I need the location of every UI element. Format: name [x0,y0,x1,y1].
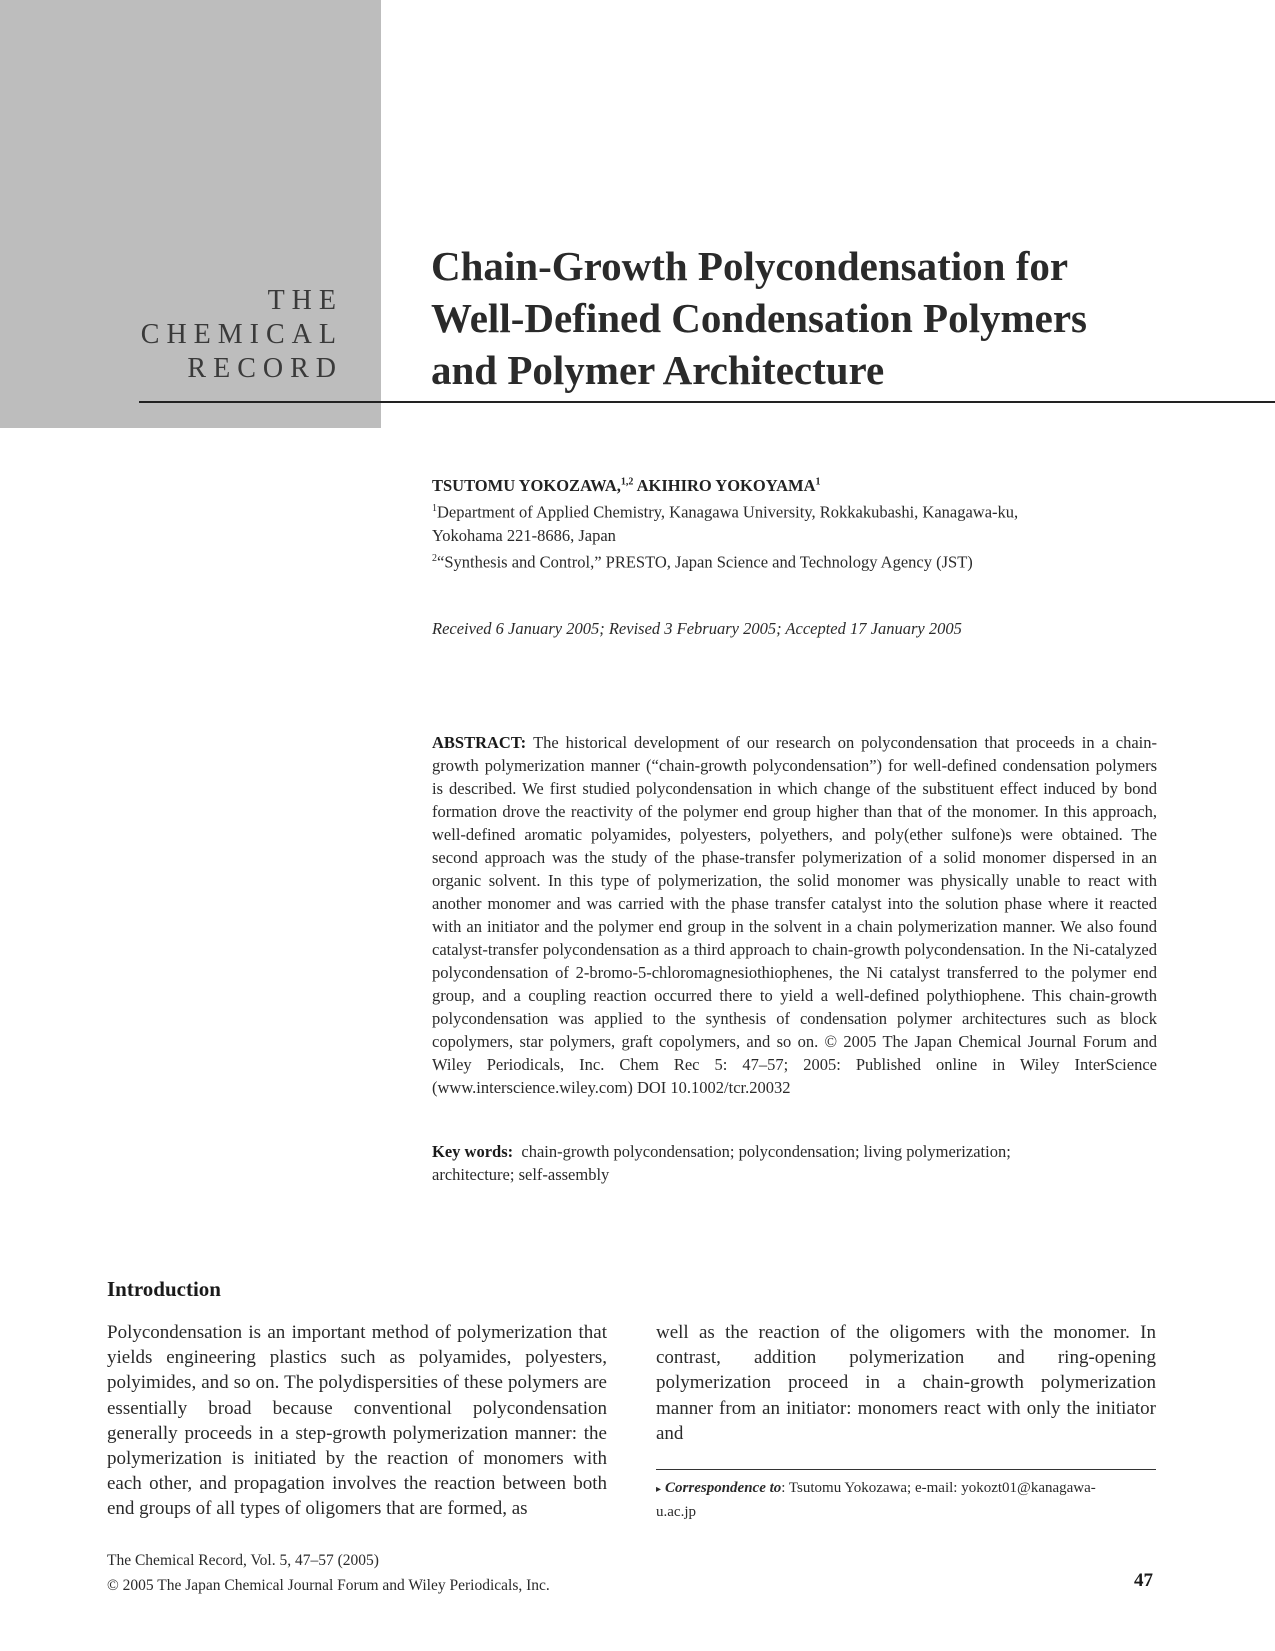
masthead-line-chemical: CHEMICAL [140,319,343,350]
title-divider [139,401,1275,403]
author-name: TSUTOMU YOKOZAWA, [432,476,621,495]
title-line: Well-Defined Condensation Polymers [431,295,1087,341]
body-column-right: well as the reaction of the oligomers with the monomer. In contrast, addition polymerization and ring-opening polymerization proceed in a chain-growth polymerization manner from an initiator: monomers react with only the initiator and [656,1322,1156,1444]
affiliations [432,497,1132,573]
triangle-bullet-icon: ▸ [656,1484,662,1495]
footnote-divider [656,1469,1156,1470]
affiliation-1-cont: Yokohama 221-8686, Japan [432,525,616,545]
title-line: and Polymer Architecture [431,347,885,393]
masthead-line-the: THE [267,285,343,316]
author-affiliation-marker: 1 [815,476,821,488]
copyright-line: © 2005 The Japan Chemical Journal Forum and Wiley Periodicals, Inc. [107,1577,550,1594]
journal-citation: The Chemical Record, Vol. 5, 47–57 (2005) [107,1552,379,1569]
journal-citation-footer [107,1548,550,1598]
correspondence-text: : Tsutomu Yokozawa; e-mail: yokozt01@kanagawa-u.ac.jp [656,1480,1096,1520]
affiliation-2: $^2$“Synthesis and Control,” PRESTO, Japan Science and Technology Agency (JST) [432,552,973,571]
correspondence-label: Correspondence to [665,1480,782,1496]
affiliation-1: $^1$Department of Applied Chemistry, Kanagawa University, Rokkakubashi, Kanagawa-ku, [432,502,1019,522]
correspondence-footnote [656,1477,1126,1523]
title-line: Chain-Growth Polycondensation for [431,243,1069,289]
masthead-line-record: RECORD [187,353,343,384]
journal-masthead [141,284,343,386]
body-column-left: Polycondensation is an important method of polymerization that yields engineering plastics such as polyamides, polyesters, polyimides, and so on. The polydispersities of these polymers are essentially broad because conventional polycondensation generally proceeds in a step-growth polymerization manner: the polymerization is initiated by the reaction of monomers with each other, and propagation involves the reaction between both end groups of all types of oligomers that are formed, as [107,1322,607,1520]
keywords-label: Key words: [432,1142,514,1161]
abstract [432,731,1157,1099]
author-name: AKIHIRO YOKOYAMA [636,476,816,495]
keywords-text: chain-growth polycondensation; polycondensation; living polymerization; [521,1142,1011,1161]
author-list [432,476,821,496]
page-number: 47 [1134,1570,1153,1591]
abstract-label: ABSTRACT: [432,733,527,752]
section-heading-introduction: Introduction [107,1277,221,1301]
received-dates: Received 6 January 2005; Revised 3 February 2005; Accepted 17 January 2005 [432,619,962,638]
keywords-text-cont: architecture; self-assembly [432,1165,610,1184]
article-title [431,240,1251,396]
keywords [432,1140,1157,1186]
author-affiliation-marker: 1,2 [620,476,634,488]
abstract-text: The historical development of our research on polycondensation that proceeds in a chain-growth polymerization manner (“chain-growth polycondensation”) for well-defined condensation polymers is described. We first studied polycondensation in which change of the substituent effect induced by bond formation drove the reactivity of the polymer end group higher than that of the monomer. In this approach, well-defined aromatic polyamides, polyesters, polyethers, and poly(ether sulfone)s were obtained. The second approach was the study of the phase-transfer polymerization of a solid monomer dispersed in an organic solvent. In this type of polymerization, the solid monomer was physically unable to react with another monomer and was carried with the phase transfer catalyst into the solution phase where it reacted with an initiator and the polymer end group in the solvent in a chain polymerization manner. We also found catalyst-transfer polycondensation as a third approach to chain-growth polycondensation. In the Ni-catalyzed polycondensation of 2-bromo-5-chloromagnesiothiophenes, the Ni catalyst transferred to the polymer end group, and a coupling reaction occurred there to yield a well-defined polythiophene. This chain-growth polycondensation was applied to the synthesis of condensation polymer architectures such as block copolymers, star polymers, graft copolymers, and so on. © 2005 The Japan Chemical Journal Forum and Wiley Periodicals, Inc. Chem Rec 5: 47–57; 2005: Published online in Wiley InterScience (www.interscience.wiley.com) DOI 10.1002/tcr.20032 [432,733,1158,1097]
